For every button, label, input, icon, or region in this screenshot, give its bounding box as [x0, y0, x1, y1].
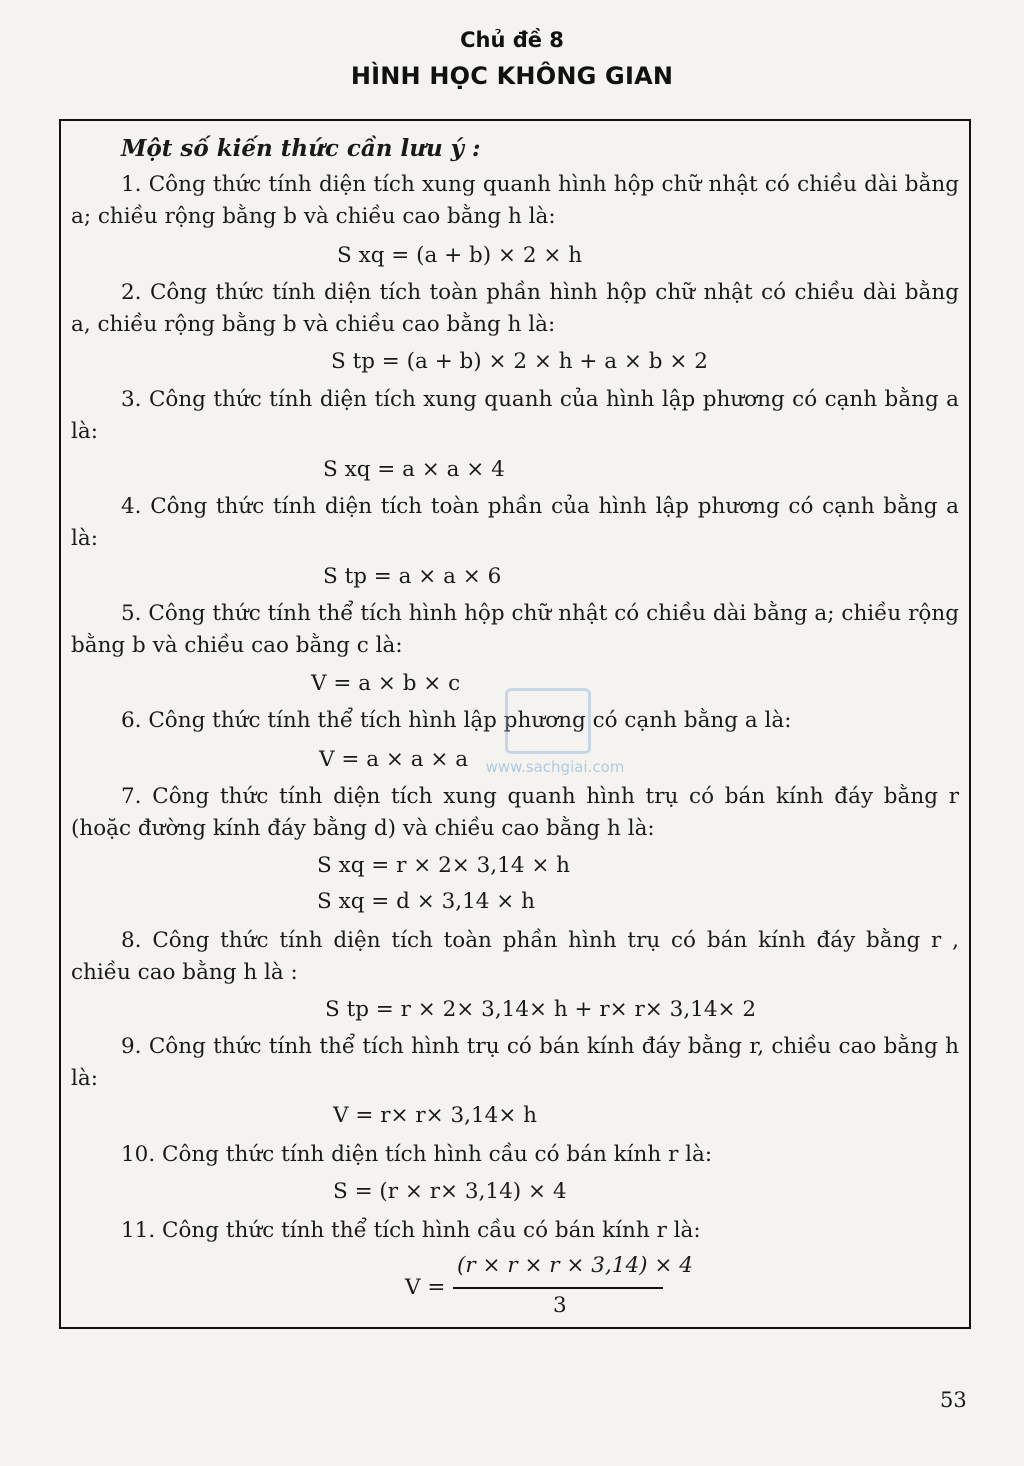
item-7-formula-b: S xq = d × 3,14 × h — [317, 889, 535, 914]
item-6-formula: V = a × a × a — [319, 747, 469, 772]
item-7-formula-a: S xq = r × 2× 3,14 × h — [317, 853, 571, 878]
item-2-text: 2. Công thức tính diện tích toàn phần hình hộp chữ nhật có chiều dài bằng a, chiều rộng bằng b và chiều cao bằng h là: — [71, 280, 959, 337]
chapter-label: Chủ đề 8 — [460, 28, 564, 52]
item-3-formula: S xq = a × a × 4 — [323, 457, 505, 482]
item-2-formula: S tp = (a + b) × 2 × h + a × b × 2 — [331, 349, 708, 374]
watermark-logo — [455, 680, 655, 780]
item-11-formula — [405, 1253, 693, 1323]
item-8-text: 8. Công thức tính diện tích toàn phần hình trụ có bán kính đáy bằng r , chiều cao bằng h là : — [71, 928, 959, 985]
page-title: HÌNH HỌC KHÔNG GIAN — [350, 62, 674, 90]
page-number: 53 — [940, 1388, 967, 1412]
watermark-book-icon — [505, 688, 591, 754]
item-9-formula: V = r× r× 3,14× h — [333, 1103, 538, 1128]
item-3-text: 3. Công thức tính diện tích xung quanh của hình lập phương có cạnh bằng a là: — [71, 387, 959, 444]
item-1-formula: S xq = (a + b) × 2 × h — [337, 243, 583, 268]
fraction-denominator: 3 — [553, 1293, 567, 1318]
fraction-numerator: (r × r × r × 3,14) × 4 — [457, 1253, 693, 1278]
item-1-text: 1. Công thức tính diện tích xung quanh hình hộp chữ nhật có chiều dài bằng a; chiều rộng bằng b và chiều cao bằng h là: — [71, 172, 959, 229]
item-9-text: 9. Công thức tính thể tích hình trụ có bán kính đáy bằng r, chiều cao bằng h là: — [71, 1034, 959, 1091]
box-heading: Một số kiến thức cần lưu ý : — [121, 135, 481, 162]
item-4-formula: S tp = a × a × 6 — [323, 564, 502, 589]
item-5-text: 5. Công thức tính thể tích hình hộp chữ nhật có chiều dài bằng a; chiều rộng bằng b và chiều cao bằng c là: — [71, 601, 959, 658]
item-11-text: 11. Công thức tính thể tích hình cầu có bán kính r là: — [121, 1218, 701, 1243]
fraction-lhs: V = — [405, 1275, 446, 1300]
item-7-text: 7. Công thức tính diện tích xung quanh hình trụ có bán kính đáy bằng r (hoặc đường kính đáy bằng d) và chiều cao bằng h là: — [71, 784, 959, 841]
watermark-url: www.sachgiai.com — [485, 758, 625, 776]
item-6-text: 6. Công thức tính thể tích hình lập phương có cạnh bằng a là: — [121, 708, 792, 733]
item-10-formula: S = (r × r× 3,14) × 4 — [333, 1179, 567, 1204]
item-10-text: 10. Công thức tính diện tích hình cầu có bán kính r là: — [121, 1142, 713, 1167]
item-5-formula: V = a × b × c — [311, 671, 461, 696]
item-8-formula: S tp = r × 2× 3,14× h + r× r× 3,14× 2 — [325, 997, 757, 1022]
fraction-bar — [453, 1287, 663, 1289]
item-4-text: 4. Công thức tính diện tích toàn phần của hình lập phương có cạnh bằng a là: — [71, 494, 959, 551]
